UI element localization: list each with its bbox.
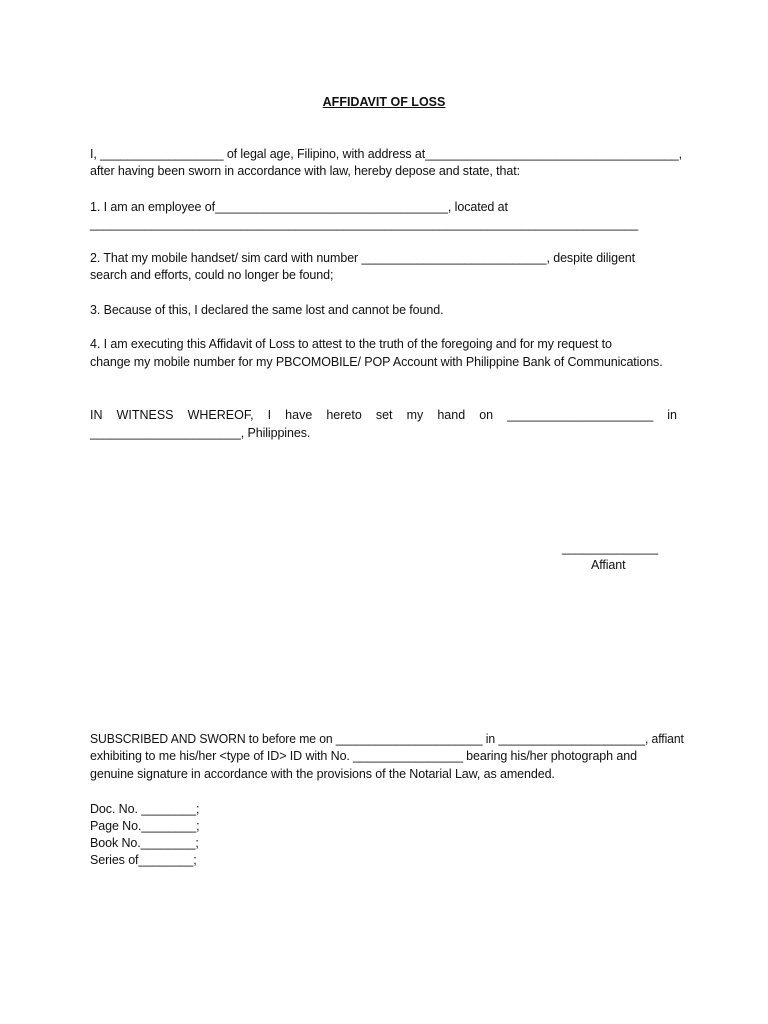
witness-word: on [479, 408, 494, 422]
witness-word: WHEREOF, [187, 408, 254, 422]
witness-word: hand [437, 408, 466, 422]
witness-word: WITNESS [116, 408, 174, 422]
item-2-line-2: search and efforts, could no longer be found; [90, 268, 334, 282]
intro-line-2: after having been sworn in accordance with law, hereby depose and state, that: [90, 164, 520, 178]
witness-line-1 [90, 407, 677, 424]
witness-line-2: ______________________, Philippines. [90, 426, 311, 440]
series-of: Series of________; [90, 853, 197, 867]
witness-word: set [375, 408, 393, 422]
witness-word: IN [90, 408, 103, 422]
witness-word: in [667, 408, 677, 422]
item-1-line-2: ________________________________________________________________________________ [90, 217, 639, 231]
witness-word: have [285, 408, 313, 422]
witness-word: hereto [326, 408, 362, 422]
item-2-line-1: 2. That my mobile handset/ sim card with number ___________________________, despite diligent [90, 251, 636, 265]
jurat-line-1: SUBSCRIBED AND SWORN to before me on ______________________ in ______________________, affiant [90, 732, 684, 746]
intro-line-1: I, __________________ of legal age, Filipino, with address at_____________________________________, [90, 147, 683, 161]
book-no: Book No.________; [90, 836, 199, 850]
jurat-line-2: exhibiting to me his/her <type of ID> ID with No. ________________ bearing his/her photograph and [90, 749, 637, 763]
witness-word: I [267, 408, 272, 422]
affiant-label: Affiant [591, 558, 626, 572]
signature-line: ______________ [562, 541, 658, 555]
item-1-line-1: 1. I am an employee of__________________________________, located at [90, 200, 508, 214]
item-4-line-2: change my mobile number for my PBCOMOBILE/ POP Account with Philippine Bank of Communications. [90, 355, 663, 369]
witness-word: my [406, 408, 424, 422]
page-no: Page No.________; [90, 819, 200, 833]
item-3: 3. Because of this, I declared the same lost and cannot be found. [90, 303, 444, 317]
doc-no: Doc. No. ________; [90, 802, 200, 816]
document-title: AFFIDAVIT OF LOSS [322, 95, 446, 109]
item-4-line-1: 4. I am executing this Affidavit of Loss to attest to the truth of the foregoing and for my request to [90, 337, 612, 351]
jurat-line-3: genuine signature in accordance with the provisions of the Notarial Law, as amended. [90, 767, 555, 781]
witness-date-blank: _____________________ [507, 408, 654, 422]
